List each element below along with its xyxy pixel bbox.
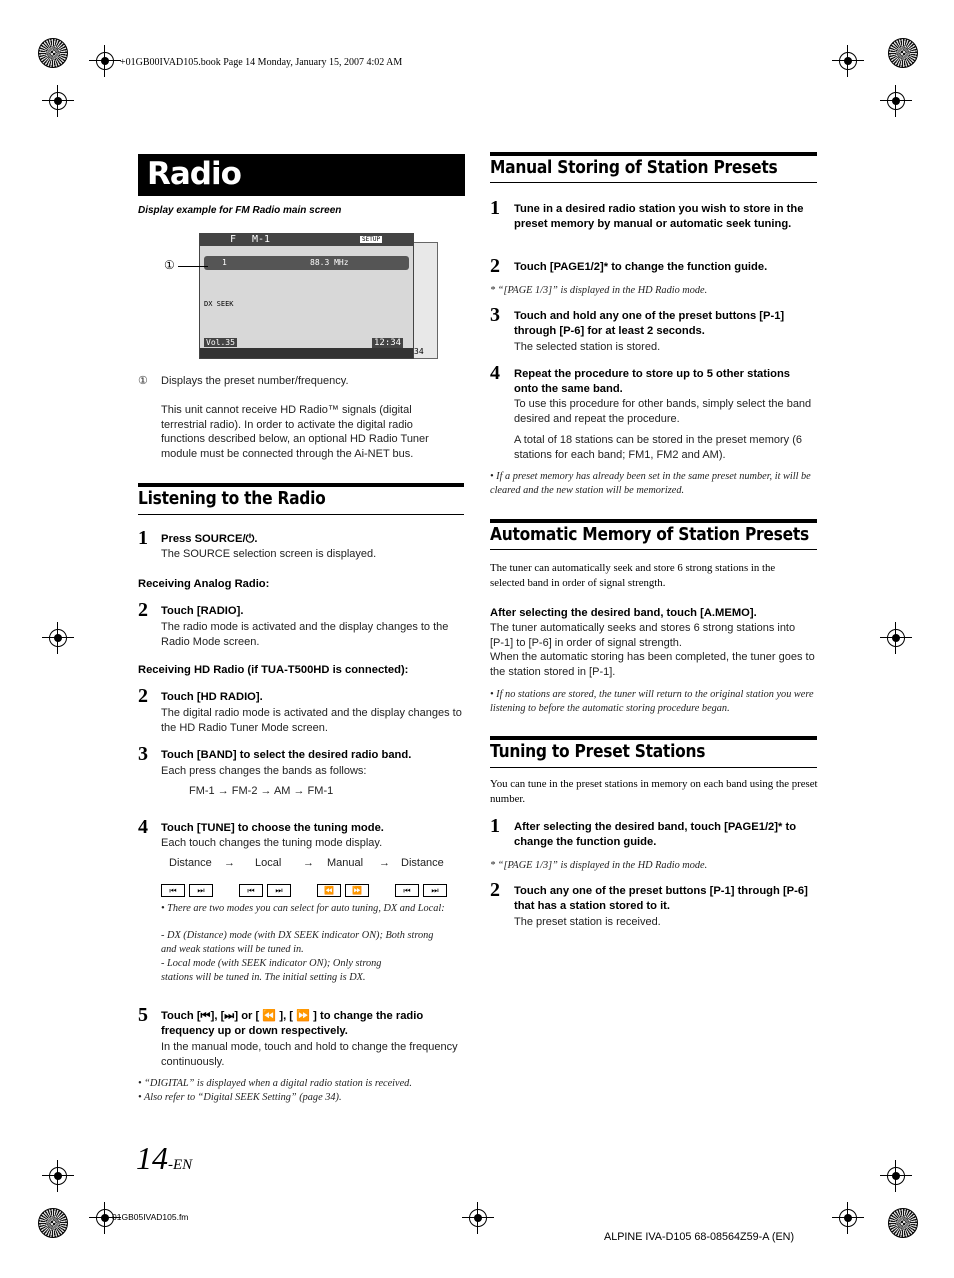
- key-label: [PAGE1/2]: [724, 821, 779, 833]
- tuning-note: - Local mode (with SEEK indicator ON); Only strong stations will be tuned in. The initial setting is DX.: [161, 958, 382, 983]
- seek-forward-icon: ⏭: [267, 884, 291, 897]
- page-number: [136, 1140, 192, 1177]
- step-text-part: .: [753, 607, 757, 619]
- section-rule: [490, 182, 817, 183]
- footnote: • If a preset memory has already been set in the same preset number, it will be cleared and the new station will be memorized.: [490, 471, 811, 496]
- section-heading-automatic: Automatic Memory of Station Presets: [490, 524, 809, 545]
- color-wheel-icon: [888, 38, 918, 68]
- footnote: * “[PAGE 1/3]” is displayed in the HD Radio mode.: [490, 285, 708, 296]
- page-number-suffix: -EN: [168, 1157, 193, 1173]
- footnote: * “[PAGE 1/3]” is displayed in the HD Radio mode.: [490, 860, 708, 871]
- step-number: 2: [490, 879, 500, 901]
- footnote: • If no stations are stored, the tuner will return to the original station you were listening to before the automatic storing procedure began.: [490, 689, 814, 714]
- section-rule: [138, 514, 464, 515]
- callout-number: ①: [138, 375, 148, 387]
- step-text-part: Touch: [514, 261, 550, 273]
- color-wheel-icon: [38, 1208, 68, 1238]
- section-heading-listening: Listening to the Radio: [138, 488, 326, 509]
- step-text-part: After selecting the desired band, touch: [490, 607, 701, 619]
- step-text: [514, 260, 767, 275]
- clock: 12:34: [374, 338, 402, 348]
- volume: Vol.35: [206, 338, 235, 347]
- step-description: When the automatic storing has been completed, the tuner goes to the station stored in [P-1].: [490, 651, 815, 678]
- step-text-part: that has a station stored to it.: [514, 900, 671, 912]
- step-text-part: .: [259, 691, 263, 703]
- tuning-mode-label: Distance: [401, 857, 444, 869]
- step-text: [514, 820, 818, 850]
- step-number: 4: [490, 362, 500, 384]
- step-description: In the manual mode, touch and hold to change the frequency continuously.: [161, 1041, 458, 1068]
- key-label: [P-1]: [709, 885, 735, 897]
- arrow-icon: →: [224, 857, 235, 869]
- step-text-part: for at least 2 seconds.: [584, 325, 705, 337]
- title-bar: [138, 154, 465, 196]
- seek-back-icon: ⏮: [239, 884, 263, 897]
- page-number-value: 14: [136, 1140, 168, 1176]
- step-text: [161, 748, 411, 763]
- callout-marker: ①: [164, 258, 175, 272]
- seek-forward-icon: ⏭: [189, 884, 213, 897]
- step-text-part: Touch: [161, 691, 197, 703]
- step-description: The digital radio mode is activated and the display changes to the HD Radio Tuner Mode screen.: [161, 707, 462, 734]
- step-text-part: * to change the function guide.: [603, 261, 768, 273]
- step-number: 4: [138, 816, 148, 838]
- step-text-part: Touch: [161, 749, 197, 761]
- section-rule: [490, 519, 817, 523]
- step-description: Each press changes the bands as follows:: [161, 765, 367, 777]
- section-heading-manual: Manual Storing of Station Presets: [490, 157, 778, 178]
- tuning-mode-label: Distance: [169, 857, 212, 869]
- seek-back-icon: ⏮: [395, 884, 419, 897]
- step-back-icon: ⏪: [317, 884, 341, 897]
- step-number: 5: [138, 1004, 148, 1026]
- step-text: [161, 821, 384, 836]
- seek-indicator: DX SEEK: [204, 300, 234, 308]
- step-number: 2: [490, 255, 500, 277]
- step-description: The preset station is received.: [514, 916, 661, 928]
- footer-file: 01GB05IVAD105.fm: [112, 1212, 189, 1222]
- step-text: Repeat the procedure to store up to 5 other stations onto the same band.: [514, 368, 790, 395]
- step-text-part: .: [254, 533, 258, 545]
- seek-forward-icon: ⏭: [423, 884, 447, 897]
- step-description: Each touch changes the tuning mode display.: [161, 837, 383, 849]
- step-text-part: to select the desired radio band.: [236, 749, 412, 761]
- tuning-mode-label: Manual: [327, 857, 364, 869]
- display-screenshot: [199, 233, 437, 357]
- section-intro: You can tune in the preset stations in memory on each band using the preset number.: [490, 778, 818, 805]
- color-wheel-icon: [38, 38, 68, 68]
- callout-line: [178, 266, 208, 267]
- key-label: [A.MEMO]: [700, 607, 754, 619]
- registration-mark-icon: [880, 1160, 912, 1192]
- file-info: +01GB00IVAD105.book Page 14 Monday, January 15, 2007 4:02 AM: [120, 57, 403, 68]
- footnote: • Also refer to “Digital SEEK Setting” (page 34).: [138, 1092, 342, 1103]
- step-number: 3: [138, 743, 148, 765]
- mode-indicator: M-1: [252, 234, 271, 245]
- step-text-part: to choose the tuning mode.: [234, 822, 384, 834]
- step-text-part: Touch and hold any one of the preset buttons: [514, 310, 760, 322]
- preset-number: 1: [222, 258, 227, 267]
- step-number: 1: [490, 197, 500, 219]
- step-text-part: After selecting the desired band, touch: [514, 821, 725, 833]
- step-text: [490, 606, 757, 621]
- subheading-hd: Receiving HD Radio (if TUA-T500HD is connected):: [138, 664, 409, 676]
- registration-mark-icon: [832, 45, 864, 77]
- registration-mark-icon: [462, 1202, 494, 1234]
- subheading-analog: Receiving Analog Radio:: [138, 578, 270, 590]
- step-text-part: * to change the function guide.: [514, 821, 797, 848]
- key-label: SOURCE/⏻: [194, 533, 255, 545]
- key-label: [HD RADIO]: [196, 691, 260, 703]
- registration-mark-icon: [880, 622, 912, 654]
- step-text: Touch [⏮], [⏭] or [ ⏪ ], [ ⏩ ] to change the radio frequency up or down respectively.: [161, 1010, 424, 1037]
- step-text: [161, 690, 263, 705]
- section-rule: [490, 736, 817, 740]
- step-text: [514, 309, 816, 339]
- step-text: [161, 604, 243, 619]
- step-description: The tuner automatically seeks and stores 6 strong stations into [P-1] to [P-6] in order of signal strength.: [490, 622, 796, 649]
- registration-mark-icon: [42, 85, 74, 117]
- key-label: [TUNE]: [196, 822, 235, 834]
- band-indicator: F: [230, 234, 237, 245]
- callout-description: Displays the preset number/frequency.: [161, 375, 349, 387]
- step-description: To use this procedure for other bands, simply select the band desired and repeat the procedure.: [514, 398, 812, 425]
- frequency: 88.3 MHz: [310, 258, 349, 267]
- step-number: 3: [490, 304, 500, 326]
- step-text-part: Touch: [161, 822, 197, 834]
- band-sequence: FM-1 → FM-2 → AM → FM-1: [189, 785, 334, 797]
- step-number: 2: [138, 685, 148, 707]
- step-number: 1: [138, 527, 148, 549]
- seek-back-icon: ⏮: [161, 884, 185, 897]
- key-label: [RADIO]: [196, 605, 241, 617]
- step-description: The selected station is stored.: [514, 341, 661, 353]
- footer-model: ALPINE IVA-D105 68-08564Z59-A (EN): [604, 1231, 795, 1243]
- step-description: The radio mode is activated and the display changes to the Radio Mode screen.: [161, 621, 449, 648]
- registration-mark-icon: [89, 45, 121, 77]
- step-text-part: Touch any one of the preset buttons: [514, 885, 710, 897]
- tuning-mode-label: Local: [255, 857, 282, 869]
- registration-mark-icon: [832, 1202, 864, 1234]
- color-wheel-icon: [888, 1208, 918, 1238]
- key-label: [PAGE1/2]: [549, 261, 604, 273]
- step-forward-icon: ⏩: [345, 884, 369, 897]
- step-description: The SOURCE selection screen is displayed.: [161, 548, 377, 560]
- arrow-icon: →: [379, 857, 390, 869]
- section-rule: [490, 152, 817, 156]
- step-text: [514, 884, 814, 914]
- section-rule: [490, 549, 817, 550]
- section-rule: [138, 483, 464, 487]
- hd-note: This unit cannot receive HD Radio™ signals (digital terrestrial radio). In order to activate the digital radio functions described below, an optional HD Radio Tuner module must be connected through the Ai-NET bus.: [161, 404, 429, 460]
- setup-button[interactable]: SETUP: [362, 236, 381, 243]
- page-number: 34: [414, 347, 424, 356]
- section-heading-tuning: Tuning to Preset Stations: [490, 741, 706, 762]
- tuning-note: • There are two modes you can select for auto tuning, DX and Local:: [161, 903, 445, 914]
- step-number: 1: [490, 815, 500, 837]
- step-text-part: Touch: [161, 605, 197, 617]
- section-intro: The tuner can automatically seek and store 6 strong stations in the selected band in order of signal strength.: [490, 562, 776, 589]
- step-number: 2: [138, 599, 148, 621]
- step-text: [161, 532, 258, 547]
- key-label: [P-1]: [759, 310, 785, 322]
- step-text-part: through: [514, 325, 560, 337]
- key-label: [BAND]: [196, 749, 237, 761]
- page-title: Radio: [147, 156, 241, 192]
- step-description: A total of 18 stations can be stored in the preset memory (6 stations for each band; FM1, FM2 and AM).: [514, 434, 802, 461]
- display-caption: Display example for FM Radio main screen: [138, 205, 342, 216]
- footnote: • “DIGITAL” is displayed when a digital radio station is received.: [138, 1078, 412, 1089]
- registration-mark-icon: [880, 85, 912, 117]
- registration-mark-icon: [42, 1160, 74, 1192]
- step-text: Tune in a desired radio station you wish to store in the preset memory by manual or automatic seek tuning.: [514, 203, 804, 230]
- arrow-icon: →: [303, 857, 314, 869]
- key-label: [P-6]: [559, 325, 585, 337]
- section-rule: [490, 767, 817, 768]
- step-text-part: through: [734, 885, 783, 897]
- tuning-mode-icons: [161, 880, 461, 894]
- step-text-part: Press: [161, 533, 195, 545]
- key-label: [P-6]: [782, 885, 808, 897]
- step-text-part: .: [240, 605, 244, 617]
- tuning-note: - DX (Distance) mode (with DX SEEK indicator ON); Both strong and weak stations will be tuned in.: [161, 930, 434, 955]
- registration-mark-icon: [42, 622, 74, 654]
